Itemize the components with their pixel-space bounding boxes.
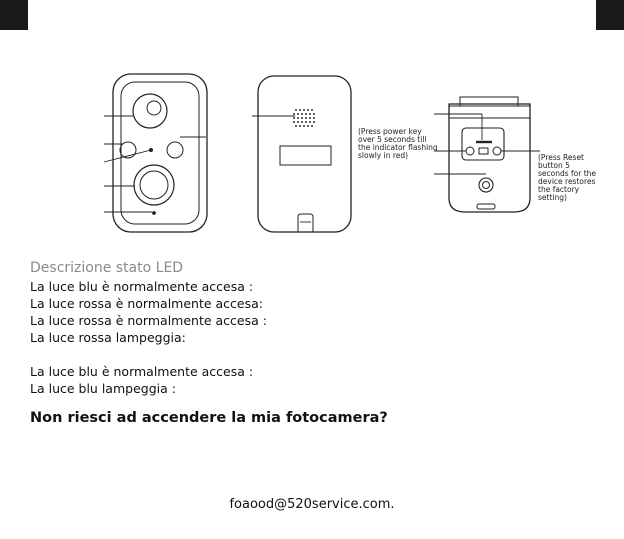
led-status-item: La luce blu lampeggia : [30,381,176,396]
led-status-item: La luce rossa lampeggia: [30,330,186,345]
support-email: foaood@520service.com. [229,497,395,512]
camera-bottom-view [434,97,540,212]
speaker-grille-icon [293,109,315,127]
camera-lens-icon [133,94,167,128]
indicator-light-icon [153,212,156,215]
camera-back-view [252,76,351,232]
led-section-heading: Descrizione stato LED [30,260,184,276]
mount-hole-icon [479,178,493,192]
led-status-item: La luce rossa è normalmente accesa : [30,313,267,328]
led-status-item: La luce blu è normalmente accesa : [30,279,254,294]
led-status-item: La luce blu è normalmente accesa : [30,364,254,379]
led-status-item: La luce rossa è normalmente accesa: [30,296,263,311]
ir-sensor-icon [167,142,183,158]
reset-button-icon [493,147,501,155]
camera-diagram [0,0,624,250]
camera-front-view [104,74,207,232]
power-key-note: (Press power key over 5 seconds till the indicator flashing slowly in red) [358,127,438,160]
troubleshoot-question: Non riesci ad accendere la mia fotocamera? [30,410,388,426]
reset-button-note: (Press Reset button 5 seconds for the device restores the factory setting) [538,153,597,202]
led-status-list [30,278,267,397]
